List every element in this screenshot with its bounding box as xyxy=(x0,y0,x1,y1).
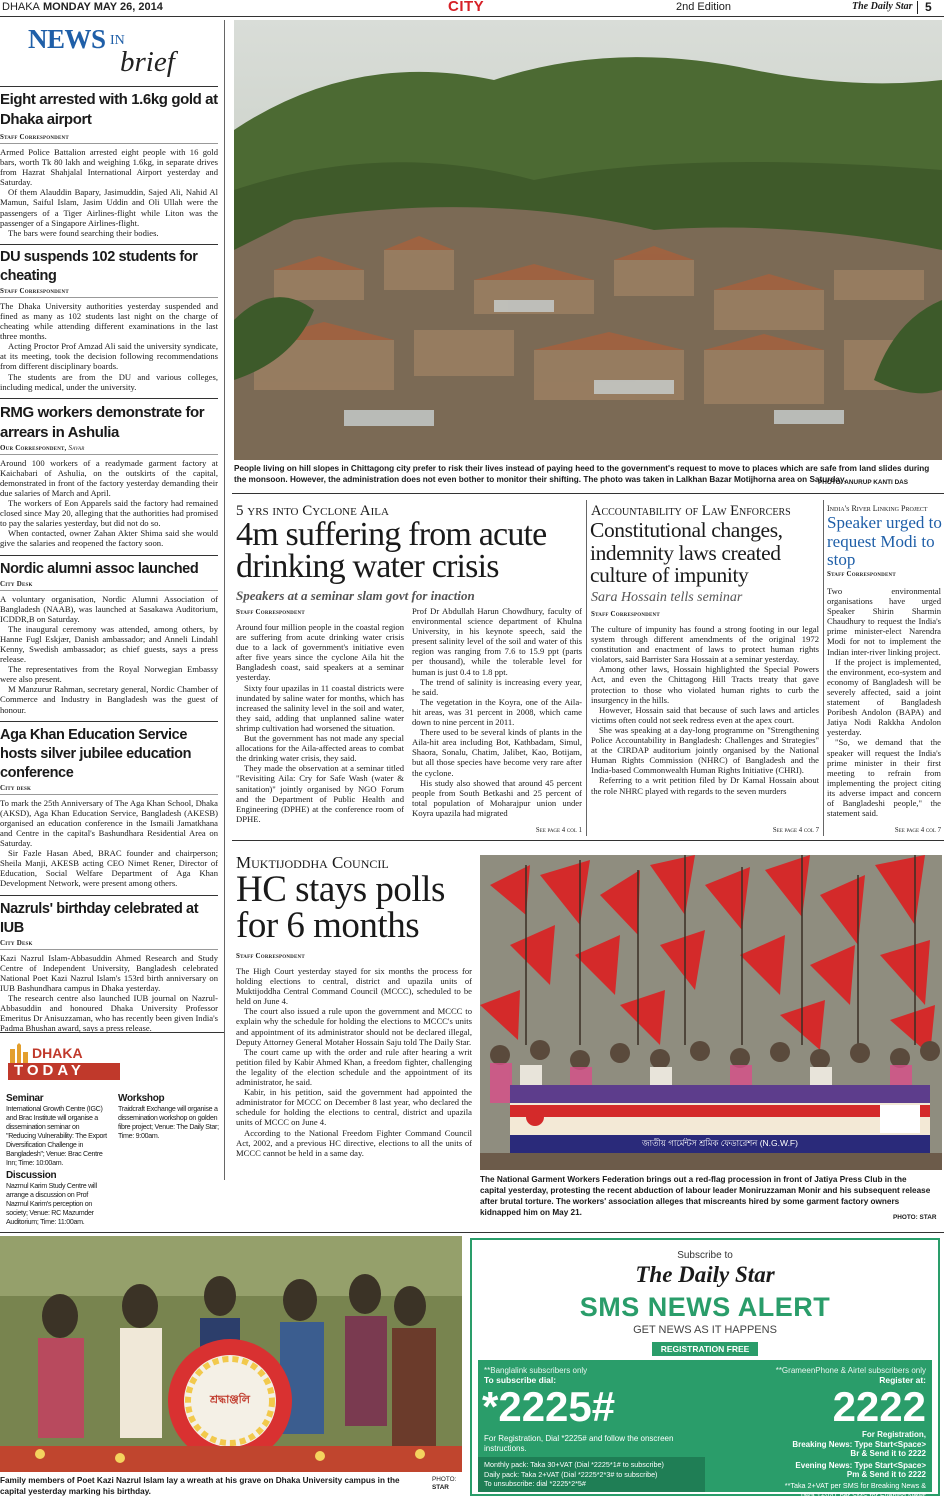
modi-body xyxy=(827,586,941,818)
impunity-para: The culture of impunity has found a strong footing in our legal system through different amendments of the original 1972 constitution and enactment of laws to protect human rights violators, said Barrister Sara Hossain at a seminar yesterday. xyxy=(591,624,819,665)
col-rule-left xyxy=(224,20,225,1180)
hc-para: According to the National Freedom Fighter Command Council Act, 2002, and a previous HC directive, elections to all the units of MCCC cannot be held in a same day. xyxy=(236,1127,472,1158)
hillside-credit: PHOTO: ANURUP KANTI DAS xyxy=(818,479,909,486)
aila-para: The trend of salinity is increasing every year, he said. xyxy=(412,676,582,697)
brief-para: Armed Police Battalion arrested eight people with 16 gold bars, worth Tk 80 lakh and weighing 1.6kg, in separate drives from Hazrat Shahjalal International Airport yesterday and Saturday. xyxy=(0,147,218,188)
banglalink-reg: For Registration, Dial *2225# and follow the onscreen instructions. xyxy=(484,1434,674,1453)
brief-para: The representatives from the Royal Norwegian Embassy were also present. xyxy=(0,664,218,685)
wreath-credit xyxy=(432,1476,456,1492)
paper-name: The Daily Star xyxy=(852,1,913,12)
impunity-deck: Sara Hossain tells seminar xyxy=(591,590,743,605)
rally-illustration xyxy=(480,855,942,1170)
wreath-credit-name: STAR xyxy=(432,1484,449,1491)
brief-body xyxy=(0,458,218,549)
brief-para: To mark the 25th Anniversary of The Aga Khan School, Dhaka (AKSD), Aga Khan Education Service, Bangladesh (AKESB) organised an education conference in the Ismaili Jamatkhana and Centre in the capital's Bashundhara Residential Area on Saturday. xyxy=(0,797,218,849)
dhaka-today-col-1 xyxy=(6,1093,110,1226)
gp-note: **GrameenPhone & Airtel subscribers only xyxy=(775,1366,926,1375)
unsubscribe: To unsubscribe: dial *2225*2*5# xyxy=(484,1479,586,1488)
brief-headline[interactable]: DU suspends 102 students for cheating xyxy=(0,248,198,284)
wreath-caption: Family members of Poet Kazi Nazrul Islam lay a wreath at his grave on Dhaka University campus in the capital yesterday marking his birthday. xyxy=(0,1476,400,1496)
brief-headline[interactable]: RMG workers demonstrate for arrears in Ashulia xyxy=(0,403,205,441)
monthly-pack: Monthly pack: Taka 30+VAT (Dial *2225*1# to subscribe) xyxy=(484,1460,664,1469)
dhaka-today-box xyxy=(0,1032,224,1226)
gp-register-label: Register at: xyxy=(879,1375,926,1385)
brief-item-nordic xyxy=(0,555,218,715)
registration-free-badge[interactable]: REGISTRATION FREE xyxy=(652,1342,758,1356)
brief-para: The inaugural ceremony was attended, among others, by Hanne Fugl Eskjær, Danish ambassador; and Anneli Lindahl Kenny, Swedish ambassador; as chief guests, says a press release. xyxy=(0,623,218,665)
rally-banner-text: জাতীয় গার্মেন্টস শ্রমিক ফেডারেশন (N.G.W.F) xyxy=(642,1138,798,1148)
bottom-section-rule xyxy=(0,1232,944,1233)
brief-body xyxy=(0,953,218,1034)
event-text: Nazmul Karim Study Centre will arrange a discussion on Prof Nazmul Karim's perception on society; Venue: RC Mazumder Auditorium; Time: 11:00am. xyxy=(6,1182,97,1226)
edition: 2nd Edition xyxy=(676,1,732,13)
impunity-see-link[interactable]: See page 4 col 7 xyxy=(772,827,819,834)
dateline xyxy=(2,1,163,13)
dhaka-word: DHAKA xyxy=(32,1045,83,1061)
modi-headline[interactable]: Speaker urged to request Modi to stop xyxy=(827,513,942,569)
hillside-caption: People living on hill slopes in Chittagong city prefer to risk their lives instead of paying heed to the government's request to move to places which are safe from land slides during the monsoon. However, the administration does not even bother to monitor their shifting. The photo was taken in Lalkhan Bazar Motijhorna area on Saturday. xyxy=(234,464,930,484)
aila-para: But the government has not made any special allocations for the Aila-affected areas to combat the drinking water crisis, they said. xyxy=(236,733,404,764)
brief-body xyxy=(0,798,218,889)
brief-body xyxy=(0,147,218,238)
brief-byline: Staff Correspondent xyxy=(0,287,218,298)
brief-body xyxy=(0,301,218,392)
banglalink-note: **Banglalink subscribers only xyxy=(484,1366,588,1375)
brief-byline: Staff Correspondent xyxy=(0,133,218,144)
ad-panel xyxy=(478,1360,932,1500)
impunity-byline: Staff Correspondent xyxy=(591,610,660,618)
impunity-para: Referring to a writ petition filed by Dr Kamal Hossain about the role NHRC played with regards to the seven murders xyxy=(591,775,819,796)
gp-evening-2: Pm & Send it to 2222 xyxy=(846,1470,926,1480)
aila-top-rule xyxy=(232,493,944,494)
modi-para: Two environmental organisations have urged Speaker Shirin Sharmin Chaudhury to request the India's prime minister-elect Narendra Modi for not to implement the Indian inter-river linking project. xyxy=(827,586,941,657)
aila-kicker: 5 yrs into Cyclone Aila xyxy=(236,503,389,519)
section-name: CITY xyxy=(448,0,485,15)
col-rule-right xyxy=(823,500,824,836)
sms-alert-ad[interactable] xyxy=(470,1238,940,1500)
dhaka-today-col-2 xyxy=(118,1093,220,1141)
banglalink-dial-label: To subscribe dial: xyxy=(484,1375,557,1385)
hillside-photo[interactable] xyxy=(234,20,942,460)
today-word: TODAY xyxy=(14,1062,85,1079)
rally-photo[interactable] xyxy=(480,855,942,1170)
brief-para: Acting Proctor Prof Amzad Ali said the university syndicate, at its meeting, took the decision following recommendations from different disciplinary boards. xyxy=(0,341,218,372)
brief-para: Around 100 workers of a readymade garment factory at Kaichabari of Ashulia, on the outskirts of the capital, demonstrated in front of the factory yesterday demanding their due salaries of March and April. xyxy=(0,457,218,498)
aila-para: They made the observation at a seminar titled "Revisiting Aila: Cry for Safe Wash (water & sanitation)" jointly organised by NGO Forum and the Department of Public Health and Engineering (DPHE) at the conference room of DPHE. xyxy=(236,763,404,824)
in-word: IN xyxy=(110,33,125,48)
wreath-illustration xyxy=(0,1236,462,1472)
wreath-credit-label: PHOTO: xyxy=(432,1476,457,1483)
wreath-ribbon-text: শ্রদ্ধাঞ্জলি xyxy=(210,1393,250,1406)
hc-headline[interactable]: HC stays polls for 6 months xyxy=(236,869,445,946)
modi-kicker: India's River Linking Project xyxy=(827,504,928,513)
brief-item-gold xyxy=(0,86,218,238)
brief-column xyxy=(0,86,218,1033)
brief-headline[interactable]: Eight arrested with 1.6kg gold at Dhaka airport xyxy=(0,91,218,128)
brief-item-du xyxy=(0,244,218,392)
aila-para: The vegetation in the Koyra, one of the Aila-hit areas, was 31 percent in 2008, which came down to nine percent in 2011. xyxy=(412,696,582,728)
brief-para: The bars were found searching their bodies. xyxy=(8,227,159,238)
rally-caption: The National Garment Workers Federation brings out a red-flag procession in front of Jatiya Press Club in the capital yesterday, protesting the recent abduction of labour leader Moniruzzaman Monir and his subsequent release after brutal torture. The workers' association alleges that miscreants hired by some garment factory owners kidnapped him on May 21. xyxy=(480,1175,931,1217)
hillside-illustration xyxy=(234,20,942,460)
brief-headline[interactable]: Nazruls' birthday celebrated at IUB xyxy=(0,900,199,936)
hc-body xyxy=(236,966,472,1158)
rally-credit: PHOTO: STAR xyxy=(893,1214,937,1221)
event-text: International Growth Centre (IGC) and Brac Institute will organise a dissemination seminar on "Reducing Vulnerability: The Export Diversification Challenge in Bangladesh"; Venue: Brac Centre Inn; Time: 10:00am. xyxy=(6,1105,107,1167)
brief-item-rmg xyxy=(0,398,218,549)
gp-fine-1: **Taka 2+VAT per SMS for Breaking News & xyxy=(784,1480,926,1490)
aila-para: Prof Dr Abdullah Harun Chowdhury, faculty of environmental science department of Khulna University, in his keynote speech, said the present salinity level of the soil and water of this region was ranging from 7.6 to 15.9 ppt (parts per thousand), while the tolerable level for human is just 0.4 to 1.8 ppt. xyxy=(412,606,582,677)
aila-headline[interactable]: 4m suffering from acute drinking water crisis xyxy=(236,516,547,585)
page-number: 5 xyxy=(925,0,932,14)
impunity-body xyxy=(591,624,819,796)
page-divider xyxy=(917,1,918,14)
dateline-date: MONDAY MAY 26, 2014 xyxy=(42,1,163,13)
wreath-photo[interactable] xyxy=(0,1236,462,1472)
aila-col-1 xyxy=(236,622,404,824)
brief-byline-place: Savar xyxy=(68,443,85,452)
brief-byline-name: Our Correspondent, xyxy=(0,443,67,452)
brief-para: Kazi Nazrul Islam-Abbasuddin Ahmed Research and Study Centre of Independent University, Bangladesh celebrated National Poet Kazi Nazrul Islam's 153rd birth anniversary on IUB Bashundhara campus in Dhaka yesterday. xyxy=(0,952,218,993)
event-title: Seminar xyxy=(6,1093,44,1104)
modi-para: If the project is implemented, the environment, eco-system and economy of Bangladesh will be severely affected, said a joint statement of Bangladesh Poribesh Andolon (BAPA) and Jatiya Nodi Rakkha Andolon yesterday. xyxy=(827,656,941,738)
dhaka-today-logo xyxy=(8,1043,120,1081)
modi-para: "So, we demand that the speaker will request the India's prime minister in their first meeting to refrain from implementing the project citing its adverse impact and concern of Bangladeshi people," the statement said. xyxy=(827,737,941,819)
ad-subscribe-to: Subscribe to xyxy=(677,1250,733,1261)
event-title: Workshop xyxy=(118,1093,165,1104)
aila-para: His study also showed that around 45 percent people from South Betkashi and 25 percent of total population of Moharajpur union under Koyra upazila had migrated xyxy=(412,777,582,818)
brief-para: When contacted, owner Zahan Akter Shima said she would give the salaries and reopened the factory soon. xyxy=(0,528,218,549)
aila-para: Sixty four upazilas in 11 coastal districts were inundated by saline water for months, which has increased the salinity level in the soil and water, they said, adding that unplanned saline water shrimp cultivation had worsened the situation. xyxy=(236,682,404,733)
ad-tagline: GET NEWS AS IT HAPPENS xyxy=(633,1324,777,1336)
gp-instructions xyxy=(716,1430,926,1500)
masthead xyxy=(0,0,944,16)
gp-breaking: Breaking News: Type Start<Space> xyxy=(792,1439,926,1449)
gp-breaking-2: Br & Send it to 2222 xyxy=(850,1449,926,1459)
impunity-para: She was speaking at a day-long programme on "Strengthening Police Accountability in Bangladesh: Challenges and Strategies" at the CIRDAP auditorium jointly organised by the National Human Rights Commission (NHRC) of Bangladesh and the India-based Commonwealth Human Rights Initiative (CHRI). xyxy=(591,724,819,776)
modi-see-link[interactable]: See page 4 col 7 xyxy=(894,827,941,834)
brief-headline[interactable]: Nordic alumni assoc launched xyxy=(0,560,199,577)
brief-para: A voluntary organisation, Nordic Alumni Association of Bangladesh (NAAB), was launched at Sasakawa Auditorium, ICDDR,B on Saturday. xyxy=(0,593,218,624)
brief-para: M Manzurur Rahman, secretary general, Nordic Chamber of Commerce and Industry in Bangladesh was the guest of honour. xyxy=(0,684,218,715)
hc-para: Kabir, in his petition, said the government had appointed the administrator for MCCC on December 8 last year, who declared the schedule for holding the elections to central, district and upazila units of MCCC on June 4. xyxy=(236,1087,472,1128)
gp-code: 2222 xyxy=(832,1383,926,1430)
aila-byline: Staff Correspondent xyxy=(236,608,305,616)
brief-para: Sir Fazle Hasan Abed, BRAC founder and chairperson; Sheila Manji, AKESB acting CEO Nimet Rener, Director of Education, Social Welfare Department of Aga Khan Development Network, were present among others. xyxy=(0,848,218,889)
hc-top-rule xyxy=(232,840,944,841)
event-text: Traidcraft Exchange will organise a dissemination workshop on golden fibre project; Venue: The Daily Star; Time: 9:00am. xyxy=(118,1105,219,1140)
brief-byline: City Desk xyxy=(0,939,218,950)
ad-title: SMS NEWS ALERT xyxy=(579,1292,831,1322)
aila-deck: Speakers at a seminar slam govt for inaction xyxy=(236,588,475,603)
brief-para: The students are from the DU and various colleges, including medical, under the university. xyxy=(0,371,218,392)
brief-byline: City desk xyxy=(0,784,218,795)
brief-item-agakhan xyxy=(0,721,218,889)
gp-evening: Evening News: Type Start<Space> xyxy=(795,1460,926,1470)
masthead-rule xyxy=(0,16,944,17)
impunity-para: Among other laws, Hossain highlighted the Special Powers Act, and even the Chittagong Hill Tracts treaty that gave protection to those who violated human rights to curb the insurgency in the hills. xyxy=(591,664,819,705)
impunity-kicker: Accountability of Law Enforcers xyxy=(591,503,791,519)
dateline-city: DHAKA xyxy=(2,1,40,13)
aila-para: Around four million people in the coastal region are suffering from acute drinking water crisis due to a lack of government's initiative even after five years since the cyclone Aila hit the Bangladesh coast, said speakers at a seminar yesterday. xyxy=(236,622,404,683)
aila-col-2 xyxy=(412,606,582,818)
banglalink-code: *2225# xyxy=(482,1383,616,1430)
hc-para: The court also issued a rule upon the government and MCCC to explain why the schedule for holding the elections to MCCC's units and appointment of its administrator should not be declared illegal, Deputy Attorney General Motaher Hossain Saju told The Daily Star. xyxy=(236,1006,472,1047)
brief-para: The research centre also launched IUB journal on Nazrul-Abbasuddin and honoured Dhaka University Professor Emeritus Dr Anisuzzaman, who has recently been given India's Padma Bhushan award, says a press release. xyxy=(0,992,218,1034)
news-word: NEWS xyxy=(28,24,106,54)
brief-headline[interactable]: Aga Khan Education Service hosts silver jubilee education conference xyxy=(0,726,192,781)
event-title: Discussion xyxy=(6,1170,57,1181)
ad-brand: The Daily Star xyxy=(635,1262,775,1287)
brief-byline: City Desk xyxy=(0,580,218,591)
brief-para: The workers of Eon Apparels said the factory had remained closed since May 20, alleging that the authorities had promised to pay the salaries yesterday, but did not do so. xyxy=(0,498,218,529)
brief-byline xyxy=(0,444,218,455)
hc-byline: Staff Correspondent xyxy=(236,952,305,960)
impunity-headline[interactable]: Constitutional changes, indemnity laws created culture of impunity xyxy=(590,518,783,587)
gp-reg-label: For Registration, xyxy=(861,1430,926,1439)
brief-para: Of them Alauddin Bapary, Jasimuddin, Sajed Ali, Nahid Al Mamun, Saiful Islam, Jasim Uddin and Oli Ullah were the passengers of a Tiger Airlines-flight while Liton was the passenger of a Singapore Airlines-flight. xyxy=(0,187,218,228)
brief-body xyxy=(0,594,218,715)
brief-word: brief xyxy=(120,46,175,78)
col-rule-mid xyxy=(586,500,587,836)
impunity-para: However, Hossain said that because of such laws and articles victims often could not seek redress even at the apex court. xyxy=(591,704,819,725)
news-in-brief-logo xyxy=(28,24,208,82)
modi-byline: Staff Correspondent xyxy=(827,570,896,578)
city-skyline-icon xyxy=(8,1043,30,1063)
aila-see-link[interactable]: See page 4 col 1 xyxy=(535,827,582,834)
gp-fine-2: Taka 1+VAT per SMS for Evening News xyxy=(799,1490,926,1500)
brief-item-nazrul xyxy=(0,895,218,1034)
brief-para: The Dhaka University authorities yesterday suspended and fined as many as 102 students last night on the charge of cheating while attending different examinations in the last three months. xyxy=(0,300,218,342)
banglalink-packs xyxy=(478,1457,705,1492)
hc-para: The High Court yesterday stayed for six months the process for holding elections to central, district and upazila units of Muktijoddha Central Command Council (MCCC), scheduled to be held on June 4. xyxy=(236,966,472,1007)
hc-para: The court came up with the order and rule after hearing a writ petition filed by Kabir Ahmed Khan, a freedom fighter, challenging the legality of the election schedule and the appointment of its administrator, he said. xyxy=(236,1046,472,1088)
hc-kicker: Muktijoddha Council xyxy=(236,853,389,872)
daily-pack: Daily pack: Taka 2+VAT (Dial *2225*2*3# to subscribe) xyxy=(484,1469,658,1479)
aila-para: There used to be several kinds of plants in the Aila-hit area including Bot, Kathbadam, Simul, Shaora, Sonalu, Chatim, Jalibet, Kao, Botijam, but all those species have become very rare after the cyclone. xyxy=(412,727,582,778)
